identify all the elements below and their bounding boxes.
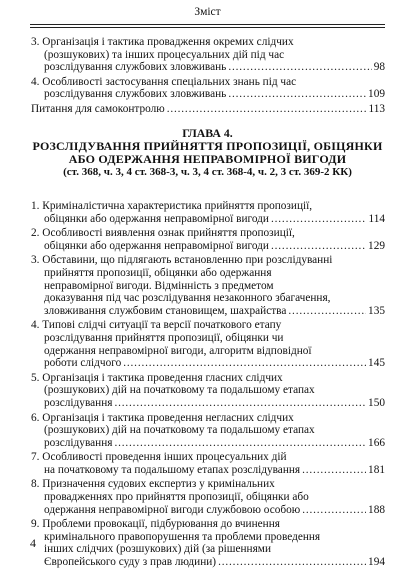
dot-leader	[228, 88, 366, 101]
toc-entry-line: 3. Організація і тактика провадження окремих слідчих	[31, 36, 294, 48]
toc-entry-text: роботи слідчого	[44, 357, 122, 370]
toc-entry-line: одержання неправомірної вигоди, алгоритм відповідної	[44, 344, 312, 357]
toc-entry	[30, 372, 385, 410]
toc-page-number: 135	[368, 304, 385, 317]
toc-entry-text: Європейського суду з прав людини)	[44, 556, 217, 569]
toc-page-number: 188	[368, 503, 385, 516]
toc-entry-last-line	[30, 464, 385, 477]
toc-entry-text: розслідування	[44, 436, 113, 449]
toc-entry-line: 7. Особливості проведення інших процесуальних дій	[31, 451, 287, 464]
chapter-title-line-1: РОЗСЛІДУВАННЯ ПРИЙНЯТТЯ ПРОПОЗИЦІЇ, ОБІЦЯНКИ	[32, 139, 383, 153]
toc-entry-line: (розшукових) дій на початковому та подальшому етапах	[44, 384, 315, 397]
dot-leader	[271, 240, 366, 253]
toc-entry-line: 6. Організація і тактика проведення негласних слідчих	[31, 411, 294, 424]
toc-entry-line: інших слідчих (розшукових) дій (за рішеннями	[44, 543, 271, 556]
toc-page-number: 113	[368, 102, 385, 115]
dot-leader	[228, 61, 371, 74]
toc-entry-line: 8. Призначення судових експертиз у кримінальних	[31, 478, 275, 491]
toc-entry	[30, 227, 385, 252]
toc-entry-line: провадженнях про прийняття пропозиції, обіцянки або	[44, 491, 309, 504]
toc-page-number: 166	[368, 436, 385, 449]
toc-entry-line: доказування під час розслідування незаконного збагачення,	[44, 292, 331, 305]
toc-entry-text: одержання неправомірної вигоди службовою особою	[44, 503, 301, 516]
dot-leader	[167, 103, 367, 116]
toc-entry	[30, 103, 385, 116]
toc-entry-text: розслідування службових зловживань	[44, 61, 227, 74]
toc-entry-last-line	[30, 213, 385, 226]
dot-leader	[302, 504, 366, 517]
toc-entry	[30, 76, 385, 101]
toc-entry-text: розслідування	[44, 396, 113, 409]
toc-section-top	[30, 36, 385, 118]
toc-entry-line: 5. Організація і тактика проведення гласних слідчих	[31, 371, 283, 384]
toc-entry	[30, 36, 385, 74]
toc-page-number: 181	[368, 463, 385, 476]
toc-entry-last-line	[30, 305, 385, 318]
dot-leader	[271, 213, 366, 226]
dot-leader	[218, 556, 366, 569]
dot-leader	[302, 464, 366, 477]
toc-entry-line: 2. Особливості виявлення ознак прийняття пропозиції,	[31, 227, 295, 240]
toc-entry-line: неправомірної вигоди. Відмінність з предметом	[44, 279, 274, 292]
header-rule	[30, 24, 385, 25]
chapter-label: ГЛАВА 4.	[182, 126, 233, 140]
toc-entry-last-line	[30, 61, 385, 74]
toc-entry	[30, 412, 385, 450]
toc-entry-line: 4. Особливості застосування спеціальних знань під час	[31, 75, 297, 88]
toc-entry-last-line	[30, 437, 385, 450]
toc-section-bottom	[30, 200, 385, 571]
toc-entry-text: обіцянки або одержання неправомірної вигоди	[44, 239, 269, 252]
toc-page-number: 98	[373, 61, 385, 74]
toc-entry	[30, 254, 385, 317]
chapter-title-line-2: АБО ОДЕРЖАННЯ НЕПРАВОМІРНОЇ ВИГОДИ	[68, 152, 347, 166]
running-header: Зміст	[194, 6, 221, 18]
toc-page-number: 150	[368, 396, 385, 409]
toc-page-number: 129	[368, 239, 385, 252]
toc-entry-text: обіцянки або одержання неправомірної вигоди	[44, 212, 269, 225]
toc-entry-text: на початковому та подальшому етапах розслідування	[44, 463, 301, 476]
dot-leader	[123, 357, 366, 370]
toc-entry-line: 4. Типові слідчі ситуації та версії початкового етапу	[31, 319, 282, 332]
toc-entry-line: (розшукових) та інших процесуальних дій під час	[44, 48, 285, 61]
toc-entry-last-line	[30, 88, 385, 101]
toc-entry-line: 3. Обставини, що підлягають встановленню при розслідуванні	[31, 254, 333, 267]
toc-entry-line: 9. Проблеми провокації, підбурювання до вчинення	[31, 518, 280, 531]
toc-entry-last-line	[30, 397, 385, 410]
toc-entry-text: зловживання службовим становищем, шахрайства	[44, 304, 287, 317]
toc-entry	[30, 518, 385, 568]
dot-leader	[114, 397, 366, 410]
toc-page-number: 114	[368, 212, 385, 225]
chapter-heading	[30, 127, 385, 179]
toc-entry-line: кримінального правопорушення та проблеми проведення	[44, 530, 321, 543]
toc-entry-last-line	[30, 357, 385, 370]
toc-entry-text: розслідування службових зловживань	[44, 88, 227, 101]
toc-entry	[30, 200, 385, 225]
toc-page-number: 194	[368, 556, 385, 569]
toc-entry-last-line	[30, 240, 385, 253]
toc-entry	[30, 451, 385, 476]
toc-entry-line: прийняття пропозиції, обіцянки або одержання	[44, 266, 272, 279]
toc-entry	[30, 319, 385, 369]
toc-page-number: 109	[368, 88, 385, 101]
page-number: 4	[30, 536, 36, 550]
toc-entry-last-line	[30, 504, 385, 517]
toc-entry-last-line	[30, 556, 385, 569]
toc-entry-line: 1. Криміналістична характеристика прийняття пропозиції,	[31, 200, 313, 212]
toc-entry-last-line	[30, 103, 385, 116]
chapter-article-refs: (ст. 368, ч. 3, 4 ст. 368-3, ч. 3, 4 ст. 368-4, ч. 2, 3 ст. 369-2 КК)	[63, 166, 352, 178]
toc-entry-line: (розшукових) дій на початковому та подальшому етапах	[44, 424, 315, 437]
header-rule-double	[30, 27, 385, 28]
toc-entry-line: розслідування прийняття пропозиції, обіцянки чи	[44, 331, 284, 344]
toc-entry-text: Питання для самоконтролю	[31, 102, 165, 115]
toc-entry	[30, 478, 385, 516]
dot-leader	[114, 437, 366, 450]
toc-page-number: 145	[368, 357, 385, 370]
dot-leader	[288, 305, 366, 318]
